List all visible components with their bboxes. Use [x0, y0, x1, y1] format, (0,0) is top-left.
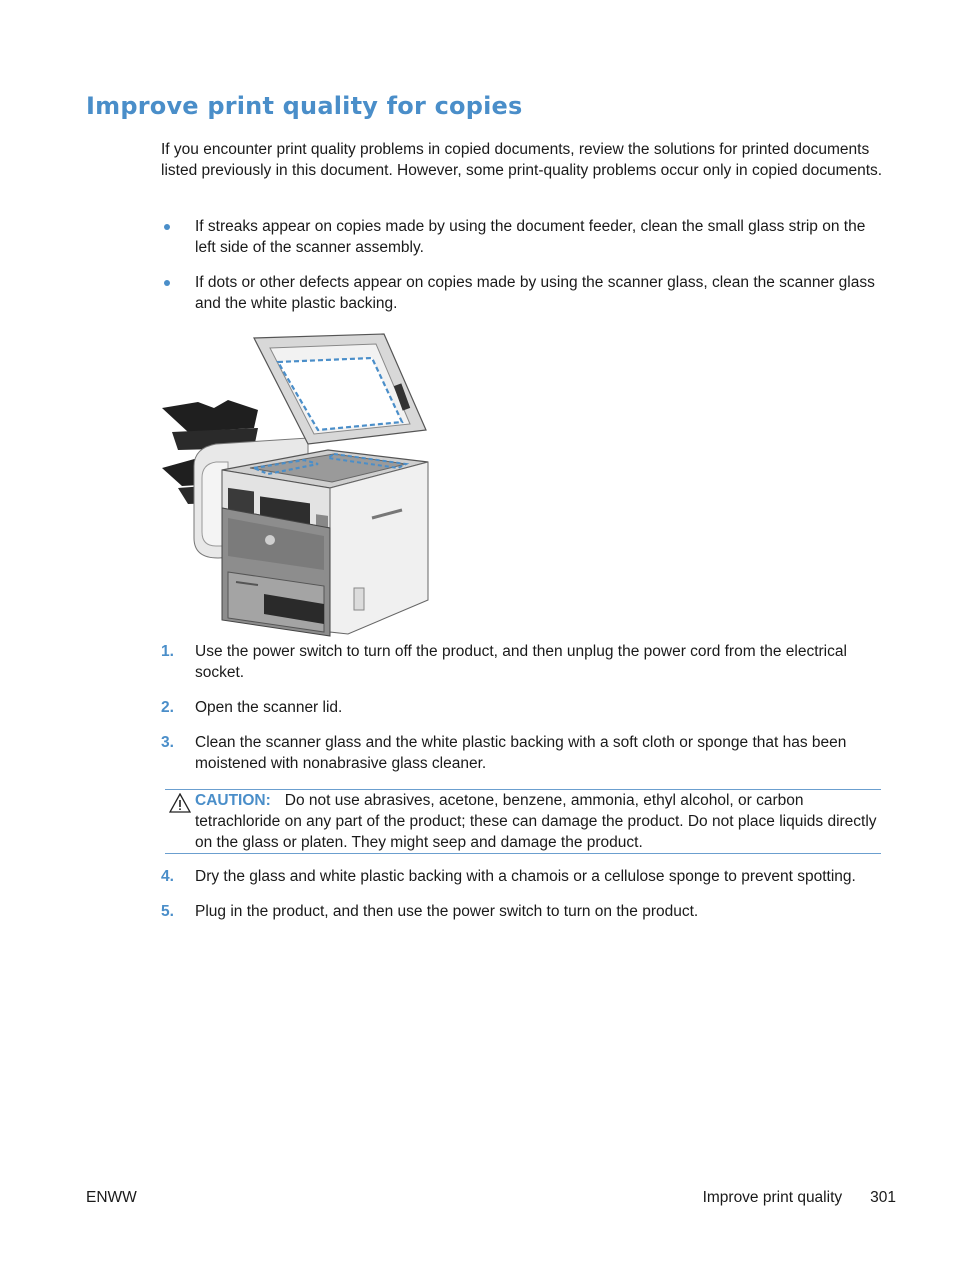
bullet-icon: [164, 224, 170, 230]
step-number: 4.: [161, 868, 174, 885]
step-number: 2.: [161, 699, 174, 716]
step-item: [161, 901, 883, 922]
intro-paragraph: If you encounter print quality problems in copied documents, review the solutions for printed documents listed previously in this document. However, some print-quality problems occur only in copied documents.: [161, 141, 883, 179]
footer-section: [703, 1189, 896, 1207]
caution-box: [165, 789, 881, 854]
bullet-text: If dots or other defects appear on copies made by using the scanner glass, clean the scanner glass and the white plastic backing.: [195, 274, 875, 312]
caution-label: CAUTION:: [195, 792, 271, 809]
step-text: Open the scanner lid.: [195, 699, 343, 716]
step-text: Clean the scanner glass and the white plastic backing with a soft cloth or sponge that has been moistened with nonabrasive glass cleaner.: [195, 734, 847, 772]
footer-section-title: Improve print quality: [702, 1189, 843, 1206]
bullet-icon: [164, 280, 170, 286]
page-number: 301: [870, 1189, 896, 1206]
caution-body: [195, 790, 881, 853]
step-item: [161, 697, 883, 718]
step-item: [161, 732, 883, 774]
step-text: Use the power switch to turn off the product, and then unplug the power cord from the electrical socket.: [195, 643, 847, 681]
footer-edition: ENWW: [86, 1189, 137, 1206]
step-text: Plug in the product, and then use the power switch to turn on the product.: [195, 903, 699, 920]
caution-text: Do not use abrasives, acetone, benzene, ammonia, ethyl alcohol, or carbon tetrachloride on any part of the product; these can damage the product. Do not place liquids directly on the glass or platen. They might seep and damage the product.: [195, 792, 877, 851]
step-number: 3.: [161, 734, 174, 751]
page-title: Improve print quality for copies: [86, 92, 523, 120]
warning-triangle-icon: [169, 793, 191, 813]
printer-scanner-illustration: [158, 332, 430, 638]
step-item: [161, 866, 883, 887]
bullet-item: [161, 272, 883, 314]
bullet-item: [161, 216, 883, 258]
bullet-text: If streaks appear on copies made by using the document feeder, clean the small glass strip on the left side of the scanner assembly.: [195, 218, 866, 256]
step-number: 5.: [161, 903, 174, 920]
step-text: Dry the glass and white plastic backing with a chamois or a cellulose sponge to prevent spotting.: [195, 868, 856, 885]
step-item: [161, 641, 883, 683]
step-number: 1.: [161, 643, 174, 660]
